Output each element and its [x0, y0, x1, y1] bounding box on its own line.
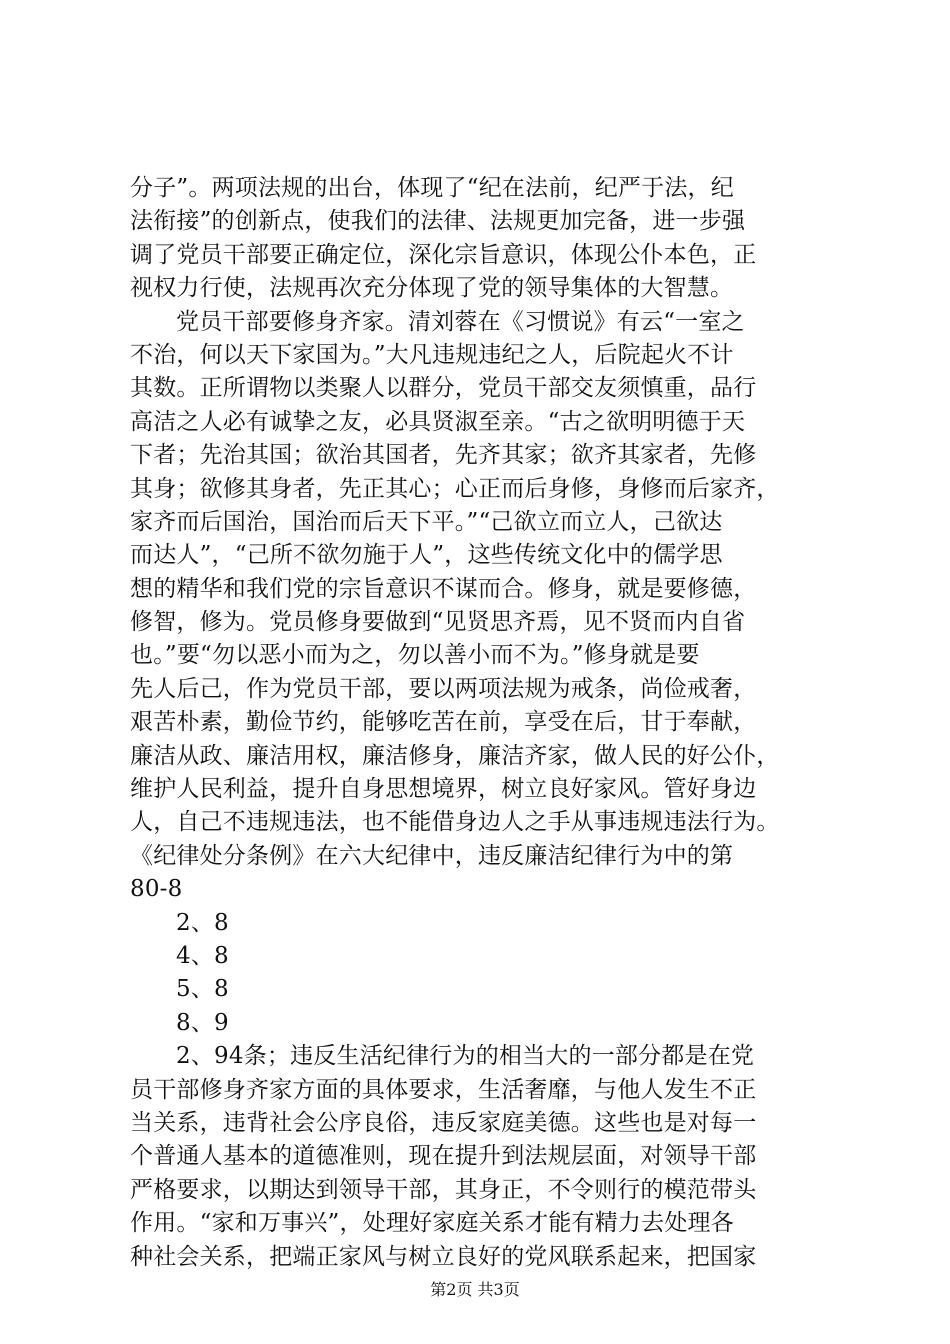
document-body: [130, 172, 830, 1274]
text-line: 而达人”，“己所不欲勿施于人”，这些传统文化中的儒学思: [130, 542, 723, 569]
text-line: 其数。正所谓物以类聚人以群分，党员干部交友须慎重，品行: [130, 375, 757, 402]
paragraph-first-line: 党员干部要修身齐家。清刘蓉在《习惯说》有云“一室之: [176, 308, 745, 335]
text-line: 分子”。两项法规的出台，体现了“纪在法前，纪严于法，纪: [130, 175, 734, 201]
text-line: 其身；欲修其身者，先正其心；心正而后身修，身修而后家齐，: [130, 475, 780, 502]
text-line: 高洁之人必有诚挚之友，必具贤淑至亲。“古之欲明明德于天: [130, 408, 746, 435]
text-line: 员干部修身齐家方面的具体要求，生活奢靡，与他人发生不正: [130, 1076, 757, 1103]
paragraph-first-line: 2、94条；违反生活纪律行为的相当大的一部分都是在党: [176, 1043, 755, 1070]
text-line: 先人后己，作为党员干部，要以两项法规为戒条，尚俭戒奢，: [130, 675, 757, 702]
text-line: 作用。“家和万事兴”，处理好家庭关系才能有精力去处理各: [130, 1210, 734, 1237]
list-line: 2、8: [176, 909, 229, 936]
text-line: 也。”要“勿以恶小而为之，勿以善小而不为。”修身就是要: [130, 642, 700, 669]
text-line: 想的精华和我们党的宗旨意识不谋而合。修身，就是要修德，: [130, 575, 757, 602]
text-line: 不治，何以天下家国为。”大凡违规违纪之人，后院起火不计: [130, 341, 734, 368]
text-line: 下者；先治其国；欲治其国者，先齐其家；欲齐其家者，先修: [130, 442, 757, 469]
page-indicator: 第2页 共3页: [430, 1280, 520, 1299]
list-line: 8、9: [176, 1009, 229, 1036]
text-line: 个普通人基本的道德准则，现在提升到法规层面，对领导干部: [130, 1143, 757, 1170]
text-line: 人，自己不违规违法，也不能借身边人之手从事违规违法行为。: [130, 809, 780, 836]
text-line: 修智，修为。党员修身要做到“见贤思齐焉，见不贤而内自省: [130, 609, 746, 636]
text-line: 家齐而后国治，国治而后天下平。”“己欲立而立人，己欲达: [130, 508, 723, 535]
text-line: 调了党员干部要正确定位，深化宗旨意识，体现公仆本色，正: [130, 241, 757, 268]
text-line: 法衔接”的创新点，使我们的法律、法规更加完备，进一步强: [130, 208, 746, 235]
text-line: 当关系，违背社会公序良俗，违反家庭美德。这些也是对每一: [130, 1109, 757, 1136]
text-line: 维护人民利益，提升自身思想境界，树立良好家风。管好身边: [130, 776, 757, 803]
text-line: 《纪律处分条例》在六大纪律中，违反廉洁纪律行为中的第: [130, 842, 734, 869]
text-line: 严格要求，以期达到领导干部，其身正，不令则行的模范带头: [130, 1176, 757, 1203]
text-line: 视权力行使，法规再次充分体现了党的领导集体的大智慧。: [130, 275, 734, 302]
list-line: 4、8: [176, 942, 229, 969]
text-line: 艰苦朴素，勤俭节约，能够吃苦在前，享受在后，甘于奉献，: [130, 709, 757, 736]
list-line: 5、8: [176, 976, 229, 1003]
text-line: 廉洁从政、廉洁用权，廉洁修身，廉洁齐家，做人民的好公仆，: [130, 742, 780, 769]
text-line: 种社会关系，把端正家风与树立良好的党风联系起来，把国家: [130, 1243, 757, 1270]
page-footer: [0, 1280, 950, 1300]
text-line: 80-8: [130, 876, 183, 903]
